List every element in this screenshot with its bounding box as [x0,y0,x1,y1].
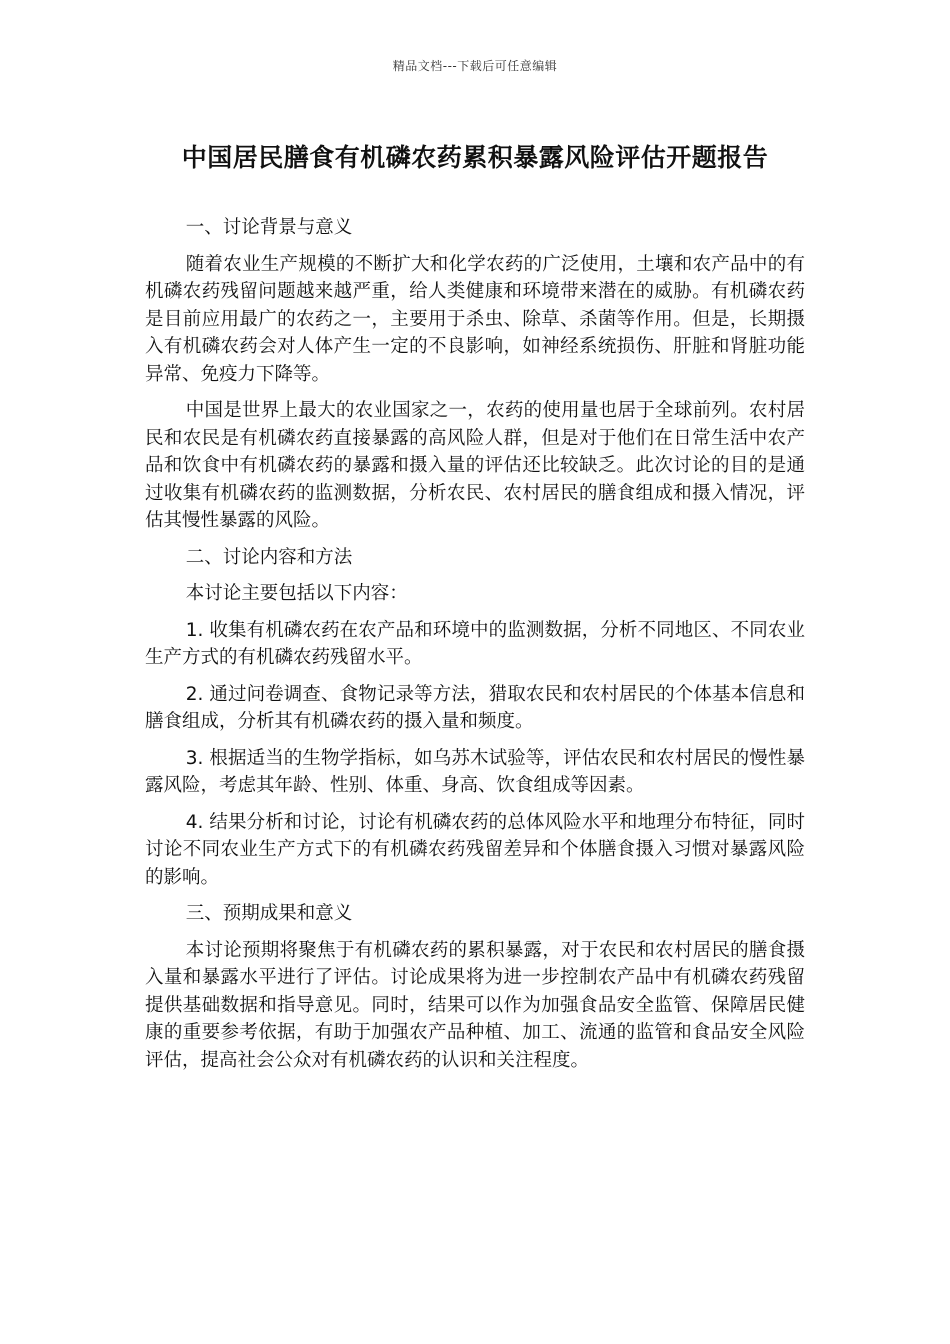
paragraph-background-2: 中国是世界上最大的农业国家之一，农药的使用量也居于全球前列。农村居民和农民是有机磷农药直接暴露的高风险人群，但是对于他们在日常生活中农产品和饮食中有机磷农药的暴露和摄入量的评估还比较缺乏。此次讨论的目的是通过收集有机磷农药的监测数据，分析农民、农村居民的膳食组成和摄入情况，评估其慢性暴露的风险。 [145,400,805,531]
list-item-3: 3. 根据适当的生物学指标，如乌苏木试验等，评估农民和农村居民的慢性暴露风险，考虑其年龄、性别、体重、身高、饮食组成等因素。 [145,747,805,796]
list-item-2: 2. 通过问卷调查、食物记录等方法，猎取农民和农村居民的个体基本信息和膳食组成，分析其有机磷农药的摄入量和频度。 [145,683,805,732]
header-note: 精品文档---下载后可任意编辑 [392,59,558,73]
list-item-1: 1. 收集有机磷农药在农产品和环境中的监测数据，分析不同地区、不同农业生产方式的有机磷农药残留水平。 [145,619,805,668]
section-heading-background: 一、讨论背景与意义 [185,217,353,238]
paragraph-background-1: 随着农业生产规模的不断扩大和化学农药的广泛使用，土壤和农产品中的有机磷农药残留问题越来越严重，给人类健康和环境带来潜在的威胁。有机磷农药是目前应用最广的农药之一，主要用于杀虫、除草、杀菌等作用。但是，长期摄入有机磷农药会对人体产生一定的不良影响，如神经系统损伤、肝脏和肾脏功能异常、免疫力下降等。 [145,253,805,385]
paragraph-content-intro: 本讨论主要包括以下内容： [185,583,408,604]
section-heading-expected-results: 三、预期成果和意义 [185,903,353,924]
document-title: 中国居民膳食有机磷农药累积暴露风险评估开题报告 [181,143,769,172]
section-heading-content-methods: 二、讨论内容和方法 [185,546,353,568]
document-body [145,214,805,1083]
list-item-4: 4. 结果分析和讨论，讨论有机磷农药的总体风险水平和地理分布特征，同时讨论不同农业生产方式下的有机磷农药残留差异和个体膳食摄入习惯对暴露风险的影响。 [145,811,805,888]
paragraph-expected-results: 本讨论预期将聚焦于有机磷农药的累积暴露，对于农民和农村居民的膳食摄入量和暴露水平进行了评估。讨论成果将为进一步控制农产品中有机磷农药残留提供基础数据和指导意见。同时，结果可以作为加强食品安全监管、保障居民健康的重要参考依据，有助于加强农产品种植、加工、流通的监管和食品安全风险评估，提高社会公众对有机磷农药的认识和关注程度。 [145,939,805,1071]
